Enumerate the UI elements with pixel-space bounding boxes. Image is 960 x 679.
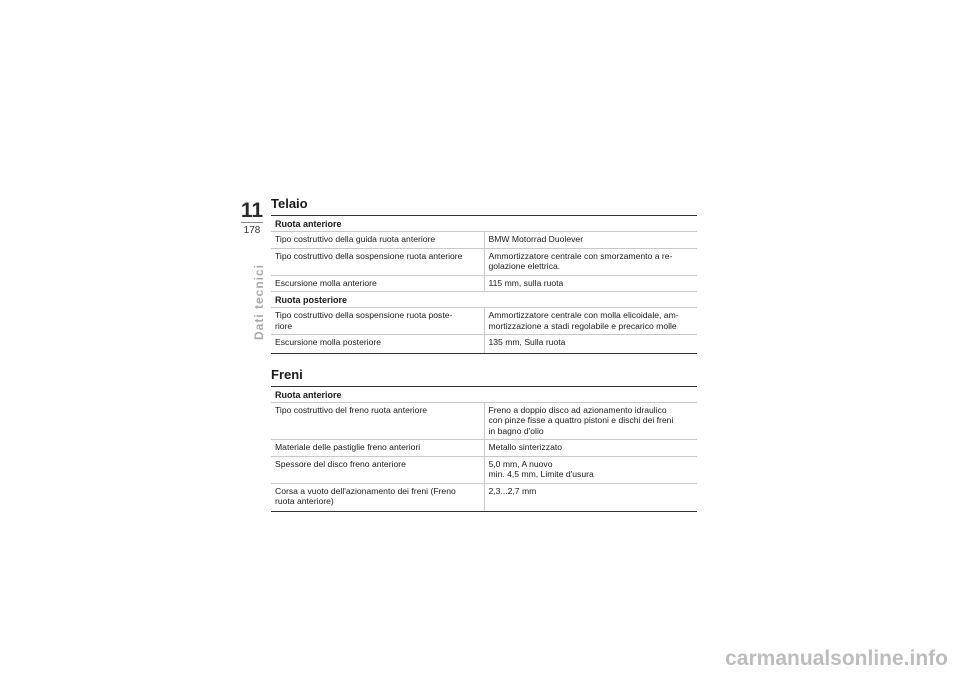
spec-row	[271, 275, 697, 291]
spec-table-telaio	[271, 215, 697, 354]
watermark: carmanualsonline.info	[725, 647, 948, 670]
spec-key: Escursione molla posteriore	[271, 335, 484, 353]
chapter-side-label: Dati tecnici	[252, 263, 266, 340]
spec-row	[271, 232, 697, 248]
spec-row	[271, 440, 697, 456]
spec-content	[271, 193, 697, 512]
group-title: Ruota posteriore	[271, 292, 697, 308]
spec-key: Tipo costruttivo del freno ruota anteriore	[271, 403, 484, 440]
spec-value: Metallo sinterizzato	[484, 440, 697, 456]
spec-group-header	[271, 292, 697, 308]
spec-row	[271, 335, 697, 353]
section-title-telaio: Telaio	[271, 196, 308, 211]
spec-value: 5,0 mm, A nuovo min. 4,5 mm, Limite d'usura	[484, 456, 697, 483]
group-title: Ruota anteriore	[271, 216, 697, 232]
spec-value: 115 mm, sulla ruota	[484, 275, 697, 291]
spec-value: 2,3...2,7 mm	[484, 483, 697, 512]
chapter-divider	[241, 222, 263, 223]
spec-group-header	[271, 386, 697, 402]
section-title-freni: Freni	[271, 366, 303, 382]
spec-key: Tipo costruttivo della guida ruota anteriore	[271, 232, 484, 248]
spec-key: Corsa a vuoto dell'azionamento dei freni (Freno ruota anteriore)	[271, 483, 484, 512]
spec-key: Tipo costruttivo della sospensione ruota poste- riore	[271, 308, 484, 335]
spec-row	[271, 483, 697, 512]
spec-row	[271, 403, 697, 440]
spec-row	[271, 308, 697, 335]
spec-value: Freno a doppio disco ad azionamento idraulico con pinze fisse a quattro pistoni e dischi dei freni in bagno d'olio	[484, 403, 697, 440]
spec-value: 135 mm, Sulla ruota	[484, 335, 697, 353]
spec-key: Spessore del disco freno anteriore	[271, 456, 484, 483]
spec-row	[271, 248, 697, 275]
spec-table-freni	[271, 386, 697, 513]
spec-row	[271, 456, 697, 483]
spec-key: Escursione molla anteriore	[271, 275, 484, 291]
group-title: Ruota anteriore	[271, 386, 697, 402]
spec-group-header	[271, 216, 697, 232]
spec-value: Ammortizzatore centrale con smorzamento a re- golazione elettrica.	[484, 248, 697, 275]
chapter-number: 11	[240, 199, 264, 222]
spec-value: BMW Motorrad Duolever	[484, 232, 697, 248]
page-number: 178	[243, 225, 261, 236]
spec-value: Ammortizzatore centrale con molla elicoidale, am- mortizzazione a stadi regolabile e precarico molle	[484, 308, 697, 335]
spec-key: Tipo costruttivo della sospensione ruota anteriore	[271, 248, 484, 275]
spec-key: Materiale delle pastiglie freno anteriori	[271, 440, 484, 456]
